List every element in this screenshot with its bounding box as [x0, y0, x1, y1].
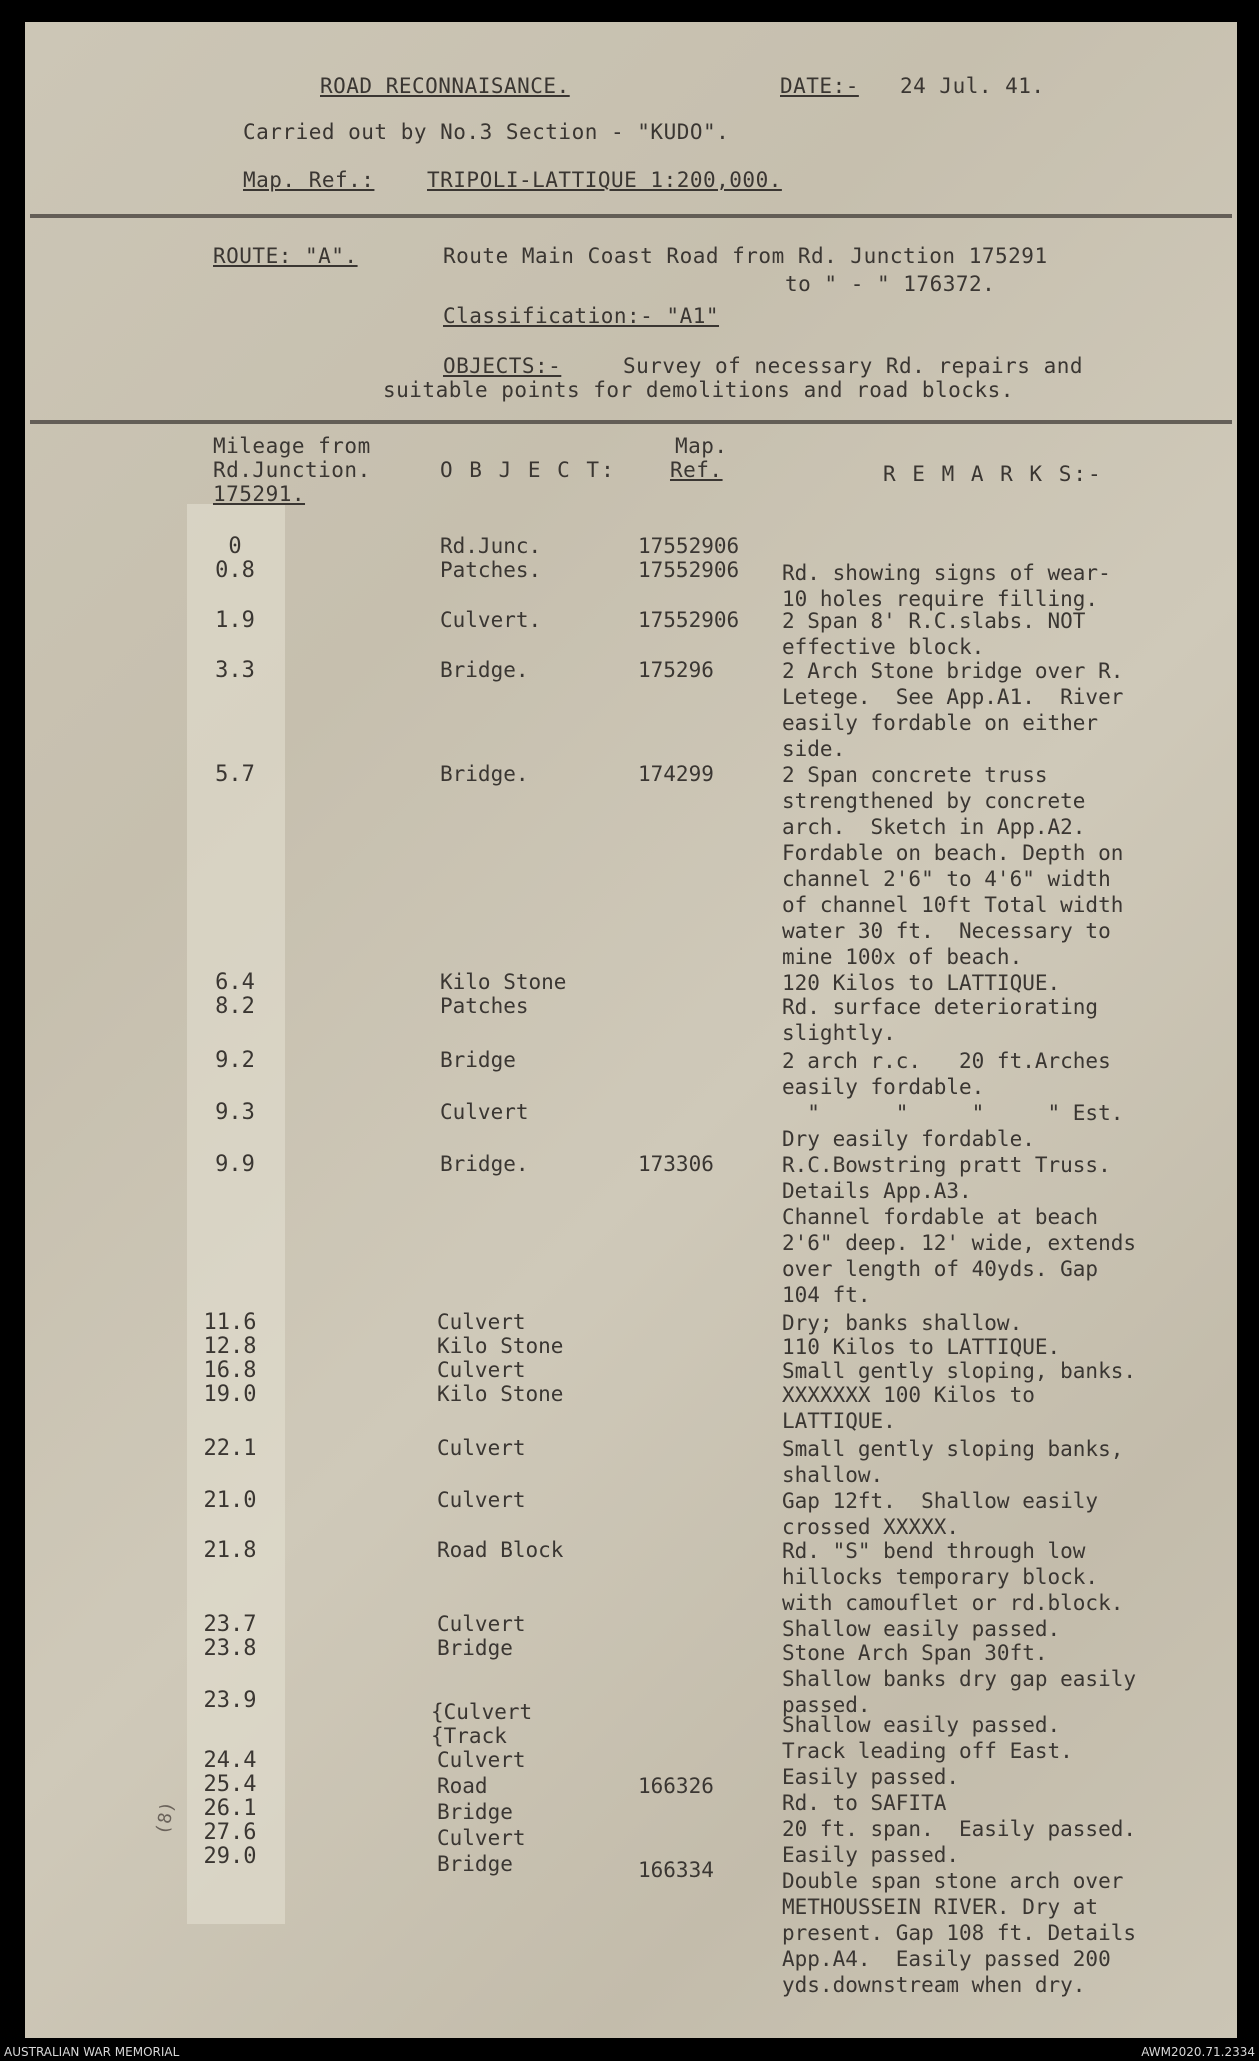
margin-note: (8) [152, 1799, 179, 1837]
row-remarks: 110 Kilos to LATTIQUE. [782, 1335, 1061, 1359]
row-object: Bridge. [440, 1152, 529, 1176]
row-remarks: Rd. to SAFITA [782, 1791, 947, 1815]
row-mapref: 17552906 [638, 534, 740, 558]
row-object: Patches. [440, 558, 542, 582]
row-mapref: 175296 [638, 658, 714, 682]
row-object: Bridge [437, 1800, 513, 1824]
row-remarks: 120 Kilos to LATTIQUE. [782, 971, 1061, 995]
row-remarks: Easily passed. [782, 1765, 960, 1789]
route-label: ROUTE: "A". [213, 244, 358, 268]
row-object: Culvert [437, 1310, 526, 1334]
footer-credit: AUSTRALIAN WAR MEMORIAL [4, 2045, 180, 2059]
row-mileage: 9.9 [215, 1152, 255, 1177]
row-mileage: 3.3 [215, 658, 255, 683]
map-ref-value: TRIPOLI-LATTIQUE 1:200,000. [427, 168, 782, 192]
row-remarks: Rd. surface deteriorating slightly. [782, 995, 1099, 1045]
route-line-1: Route Main Coast Road from Rd. Junction 175291 [443, 244, 1048, 268]
col-head-remarks: R E M A R K S:- [883, 462, 1103, 486]
row-remarks: 2 arch r.c. 20 ft.Arches easily fordable. [782, 1049, 1111, 1099]
row-mileage: 21.8 [203, 1538, 257, 1563]
row-mileage: 11.6 [203, 1310, 257, 1335]
row-object: {Track [431, 1724, 507, 1748]
row-mileage: 27.6 [203, 1820, 257, 1845]
row-remarks: Double span stone arch over METHOUSSEIN RIVER. Dry at present. Gap 108 ft. Details App.A4. Easily passed 200 yds.downstream when dry. [782, 1869, 1137, 1997]
classification: Classification:- "A1" [443, 304, 720, 328]
row-mileage: 21.0 [203, 1488, 257, 1513]
map-ref-label: Map. Ref.: [243, 168, 375, 192]
row-object: Culvert [437, 1488, 526, 1512]
row-mapref: 166326 [638, 1774, 714, 1798]
row-object: Culvert [437, 1826, 526, 1850]
row-object: Culvert [437, 1358, 526, 1382]
row-mileage: 0.8 [215, 558, 255, 583]
row-object: Bridge. [440, 658, 529, 682]
row-mileage: 6.4 [215, 970, 255, 995]
row-mileage: 23.7 [203, 1612, 257, 1637]
col-head-mileage-1: Mileage from [213, 434, 371, 458]
row-object: Bridge [440, 1048, 516, 1072]
row-object: Culvert [437, 1748, 526, 1772]
row-remarks: Shallow easily passed. [782, 1713, 1061, 1737]
row-object: Culvert [437, 1612, 526, 1636]
row-remarks: R.C.Bowstring pratt Truss. Details App.A3. Channel fordable at beach 2'6" deep. 12' wide, extends over length of 40yds. Gap 104 ft. [782, 1153, 1137, 1307]
row-mileage: 1.9 [215, 608, 255, 633]
row-remarks: 2 Arch Stone bridge over R. Letege. See App.A1. River easily fordable on either side. [782, 659, 1124, 761]
row-mileage: 0 [228, 534, 242, 559]
row-remarks: Track leading off East. [782, 1739, 1073, 1763]
row-remarks: Stone Arch Span 30ft. Shallow banks dry gap easily passed. [782, 1641, 1137, 1717]
carried-out-line: Carried out by No.3 Section - "KUDO". [243, 120, 730, 144]
doc-title: ROAD RECONNAISANCE. [320, 74, 570, 98]
objects-line-2: suitable points for demolitions and road blocks. [383, 378, 1014, 402]
row-object: Culvert [440, 1100, 529, 1124]
row-mileage: 5.7 [215, 762, 255, 787]
row-mileage: 12.8 [203, 1334, 257, 1359]
date-label: DATE:- [780, 74, 859, 98]
row-remarks: XXXXXXX 100 Kilos to LATTIQUE. [782, 1383, 1035, 1433]
row-object: Road Block [437, 1538, 564, 1562]
row-remarks: Gap 12ft. Shallow easily crossed XXXXX. [782, 1489, 1099, 1539]
row-mileage: 25.4 [203, 1772, 257, 1797]
row-object: Bridge. [440, 762, 529, 786]
row-remarks: 20 ft. span. Easily passed. [782, 1817, 1137, 1841]
footer-accession: AWM2020.71.2334 [1141, 2045, 1255, 2059]
row-object: Culvert. [440, 608, 542, 632]
row-object: {Culvert [431, 1700, 533, 1724]
row-mileage: 9.3 [215, 1100, 255, 1125]
row-mileage: 9.2 [215, 1048, 255, 1073]
col-head-mapref-1: Map. [675, 434, 728, 458]
document-page [25, 22, 1237, 2038]
row-object: Bridge [437, 1852, 513, 1876]
row-remarks: " " " " Est. Dry easily fordable. [782, 1101, 1124, 1151]
row-mileage: 26.1 [203, 1796, 257, 1821]
objects-label: OBJECTS:- [443, 354, 562, 378]
row-mapref: 174299 [638, 762, 714, 786]
row-remarks: Shallow easily passed. [782, 1617, 1061, 1641]
row-mileage: 23.9 [203, 1688, 257, 1713]
col-head-mapref-2: Ref. [670, 458, 723, 482]
row-object: Rd.Junc. [440, 534, 542, 558]
row-remarks: Small gently sloping banks, shallow. [782, 1437, 1124, 1487]
route-line-2: to " - " 176372. [785, 272, 996, 296]
row-mapref: 17552906 [638, 558, 740, 582]
footer-bar [0, 2044, 1259, 2061]
row-object: Patches [440, 994, 529, 1018]
row-mileage: 16.8 [203, 1358, 257, 1383]
row-mileage: 24.4 [203, 1748, 257, 1773]
row-object: Kilo Stone [437, 1334, 564, 1358]
row-mapref: 17552906 [638, 608, 740, 632]
row-mileage: 8.2 [215, 994, 255, 1019]
col-head-object: O B J E C T: [440, 458, 616, 482]
row-object: Kilo Stone [440, 970, 567, 994]
divider-rule [30, 214, 1232, 218]
row-mapref: 166334 [638, 1858, 714, 1882]
objects-line-1: Survey of necessary Rd. repairs and [623, 354, 1084, 378]
row-mileage: 29.0 [203, 1844, 257, 1869]
col-head-mileage-2: Rd.Junction. [213, 458, 371, 482]
row-object: Kilo Stone [437, 1382, 564, 1406]
row-remarks: Rd. "S" bend through low hillocks temporary block. with camouflet or rd.block. [782, 1539, 1124, 1615]
date-value: 24 Jul. 41. [900, 74, 1045, 98]
row-mileage: 23.8 [203, 1636, 257, 1661]
row-mapref: 173306 [638, 1152, 714, 1176]
divider-rule [30, 420, 1232, 424]
row-object: Culvert [437, 1436, 526, 1460]
row-remarks: 2 Span concrete truss strengthened by concrete arch. Sketch in App.A2. Fordable on beach. Depth on channel 2'6" to 4'6" width of channel 10ft Total width water 30 ft. Necessary to mine 100x of beach. [782, 763, 1124, 969]
row-remarks: Dry; banks shallow. [782, 1311, 1023, 1335]
row-mileage: 22.1 [203, 1436, 257, 1461]
row-mileage: 19.0 [203, 1382, 257, 1407]
row-remarks: Easily passed. [782, 1843, 960, 1867]
row-remarks: Rd. showing signs of wear- 10 holes require filling. [782, 561, 1111, 611]
row-object: Bridge [437, 1636, 513, 1660]
row-remarks: Small gently sloping, banks. [782, 1359, 1137, 1383]
col-head-mileage-3: 175291. [213, 482, 306, 506]
row-object: Road [437, 1774, 488, 1798]
row-remarks: 2 Span 8' R.C.slabs. NOT effective block. [782, 609, 1086, 659]
